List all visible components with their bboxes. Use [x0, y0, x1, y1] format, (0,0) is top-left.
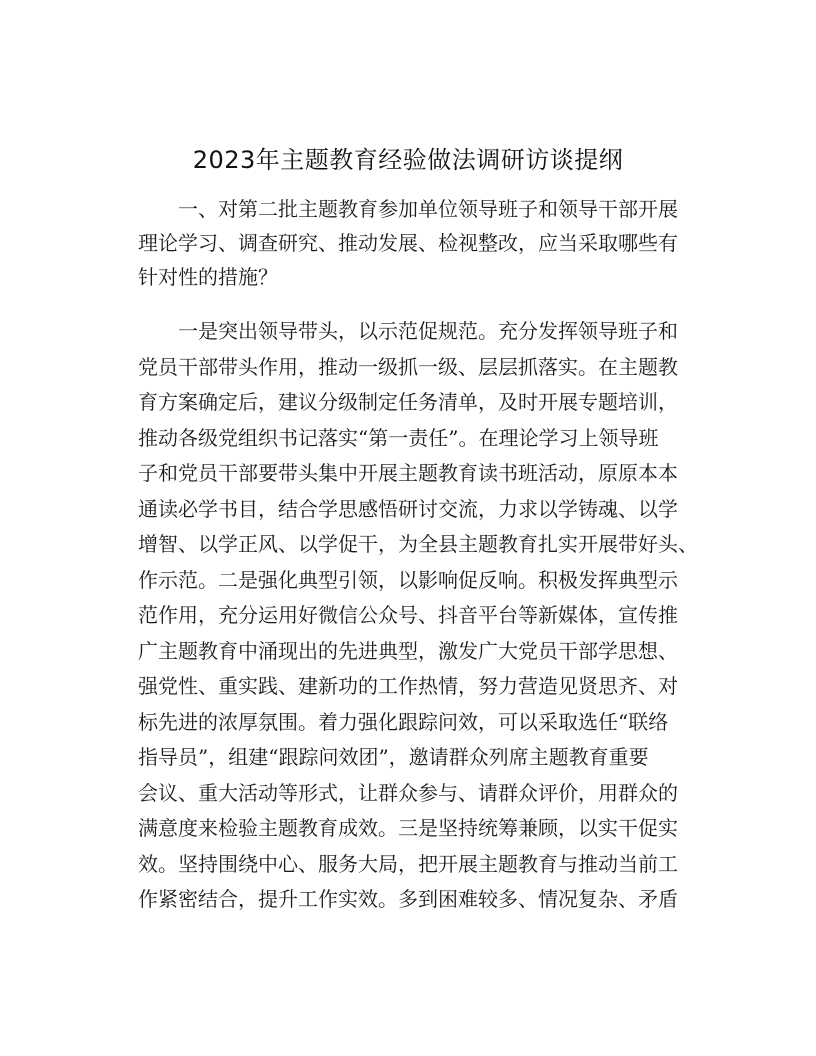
answer-line: 指导员”，组建“跟踪问效团”，邀请群众列席主题教育重要: [138, 745, 649, 769]
answer-line: 子和党员干部要带头集中开展主题教育读书班活动，原原本本: [138, 461, 678, 485]
answer-line: 作紧密结合，提升工作实效。多到困难较多、情况复杂、矛盾: [138, 887, 678, 911]
question-line: 针对性的措施？: [138, 265, 278, 289]
question-paragraph: [138, 192, 698, 294]
question-line: 理论学习、调查研究、推动发展、检视整改，应当采取哪些有: [138, 231, 678, 255]
answer-paragraph: [138, 314, 698, 918]
answer-line: 育方案确定后，建议分级制定任务清单，及时开展专题培训，: [138, 390, 678, 414]
answer-line: 广主题教育中涌现出的先进典型，激发广大党员干部学思想、: [138, 638, 678, 663]
answer-line: 增智、以学正风、以学促干，为全县主题教育扎实开展带好头、: [138, 532, 698, 556]
answer-line: 作示范。二是强化典型引领，以影响促反响。积极发挥典型示: [138, 567, 678, 592]
answer-line: 强党性、重实践、建新功的工作热情，努力营造见贤思齐、对: [138, 674, 678, 698]
answer-line: 效。坚持围绕中心、服务大局，把开展主题教育与推动当前工: [138, 851, 678, 876]
answer-line: 通读必学书目，结合学思感悟研讨交流，力求以学铸魂、以学: [138, 496, 678, 521]
answer-line: 推动各级党组织书记落实“第一责任”。在理论学习上领导班: [138, 425, 659, 450]
answer-line: 党员干部带头作用，推动一级抓一级、层层抓落实。在主题教: [138, 354, 678, 379]
answer-line: 范作用，充分运用好微信公众号、抖音平台等新媒体，宣传推: [138, 603, 678, 627]
question-line: 一、对第二批主题教育参加单位领导班子和领导干部开展: [178, 197, 678, 221]
answer-line: 满意度来检验主题教育成效。三是坚持统筹兼顾，以实干促实: [138, 816, 678, 840]
answer-line: 标先进的浓厚氛围。着力强化跟踪问效，可以采取选任“联络: [138, 709, 669, 734]
document-title: 2023年主题教育经验做法调研访谈提纲: [192, 146, 624, 174]
answer-line: 一是突出领导带头，以示范促规范。充分发挥领导班子和: [178, 319, 678, 343]
answer-line: 会议、重大活动等形式，让群众参与、请群众评价，用群众的: [138, 780, 678, 805]
